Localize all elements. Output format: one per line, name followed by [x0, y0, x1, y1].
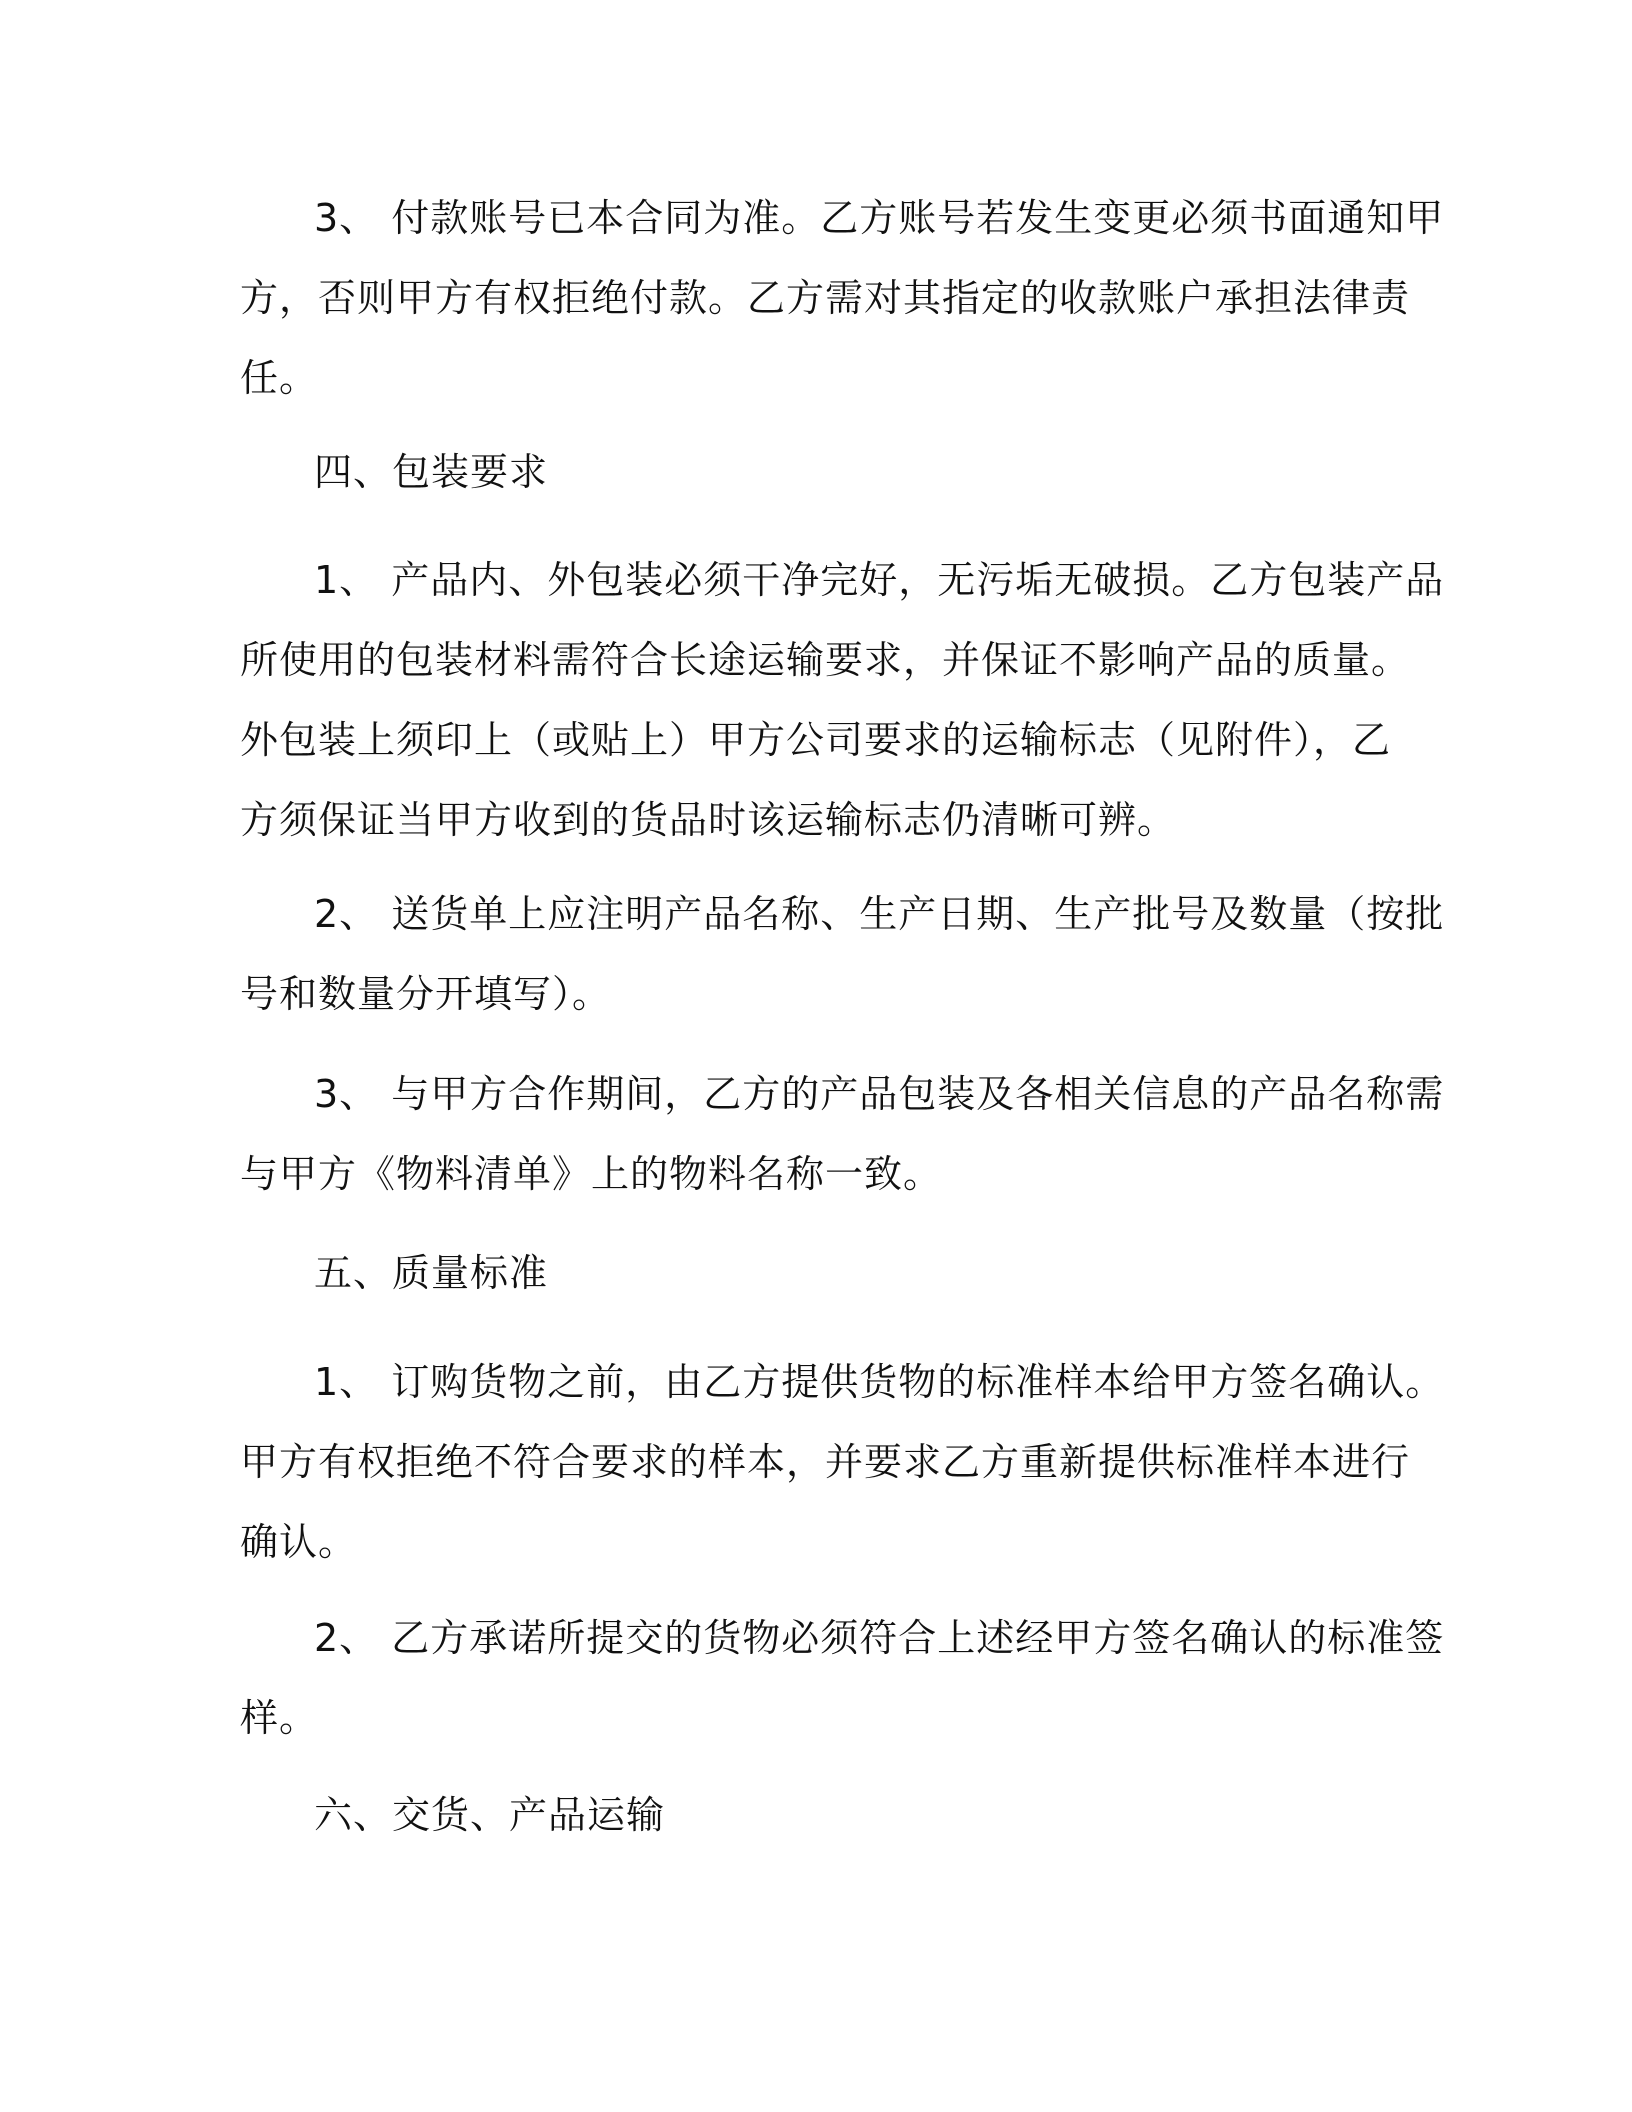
- text-line: 号和数量分开填写）。: [240, 972, 612, 1016]
- text-line: 样。: [240, 1696, 319, 1740]
- text-line: 与甲方《物料清单》上的物料名称一致。: [240, 1152, 943, 1196]
- section-heading-packaging: 四、包装要求: [314, 450, 549, 494]
- text-line: 方，否则甲方有权拒绝付款。乙方需对其指定的收款账户承担法律责: [240, 276, 1411, 320]
- text-line: 3、 付款账号已本合同为准。乙方账号若发生变更必须书面通知甲: [314, 196, 1445, 240]
- text-line: 1、 订购货物之前，由乙方提供货物的标准样本给甲方签名确认。: [314, 1360, 1445, 1404]
- text-line: 任。: [240, 356, 319, 400]
- text-line: 外包装上须印上（或贴上）甲方公司要求的运输标志（见附件），乙: [240, 718, 1392, 762]
- text-line: 方须保证当甲方收到的货品时该运输标志仍清晰可辨。: [240, 798, 1177, 842]
- paragraph-quality-2: [240, 1598, 1445, 1758]
- section-heading-quality: 五、质量标准: [314, 1251, 549, 1295]
- text-line: 2、 乙方承诺所提交的货物必须符合上述经甲方签名确认的标准签: [314, 1616, 1445, 1660]
- text-line: 确认。: [240, 1520, 358, 1564]
- text-line: 1、 产品内、外包装必须干净完好，无污垢无破损。乙方包装产品: [314, 558, 1445, 602]
- text-line: 3、 与甲方合作期间，乙方的产品包装及各相关信息的产品名称需: [314, 1072, 1445, 1116]
- section-heading-delivery: 六、交货、产品运输: [314, 1793, 666, 1837]
- text-line: 2、 送货单上应注明产品名称、生产日期、生产批号及数量（按批: [314, 892, 1445, 936]
- text-line: 所使用的包装材料需符合长途运输要求，并保证不影响产品的质量。: [240, 638, 1411, 682]
- paragraph-packaging-3: [240, 1054, 1445, 1214]
- text-line: 甲方有权拒绝不符合要求的样本，并要求乙方重新提供标准样本进行: [240, 1440, 1411, 1484]
- paragraph-payment-account: [240, 178, 1445, 418]
- paragraph-quality-1: [240, 1342, 1445, 1582]
- paragraph-packaging-1: [240, 540, 1445, 860]
- paragraph-packaging-2: [240, 874, 1445, 1034]
